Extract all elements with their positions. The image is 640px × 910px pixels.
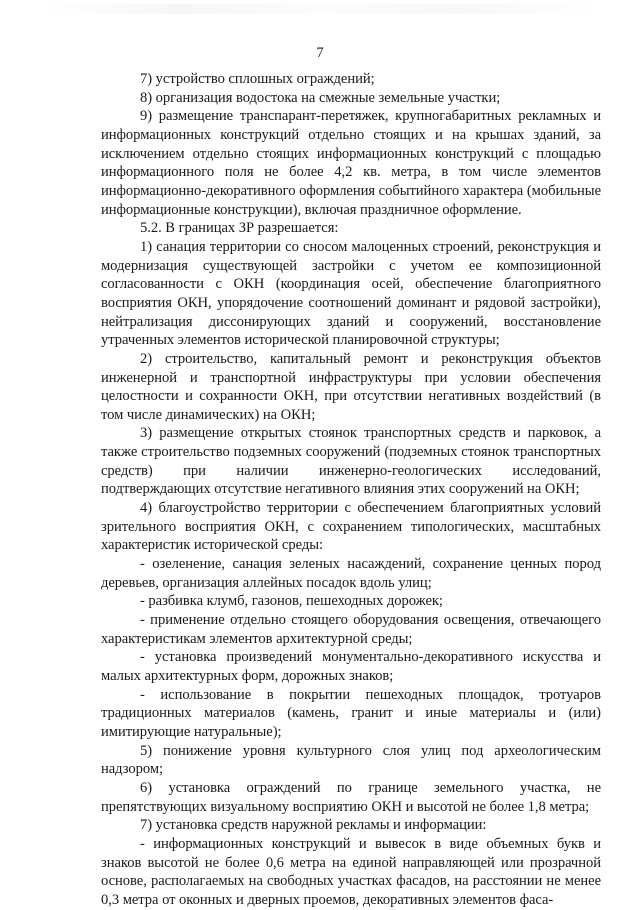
list-item: - озеленение, санация зеленых насаждений, сохранение ценных пород деревьев, организация аллейных посадок вдоль улиц; — [101, 556, 601, 591]
list-item: - информационных конструкций и вывесок в виде объемных букв и знаков высотой не более 0,6 метра на единой направляющей или прозрачной основе, располагаемых на свободных участках фасадов, на расстоянии не менее 0,3 метра от оконных и дверных проемов, декоративных элементов фаса- — [101, 835, 601, 908]
paragraph: 3) размещение открытых стоянок транспортных средств и парковок, а также строительство подземных сооружений (подземных стоянок транспортных средств) при наличии инженерно-геологических исследований, подтверждающих отсутствие негативного влияния этих сооружений на ОКН; — [101, 425, 601, 498]
paragraph: 7) установка средств наружной рекламы и информации: — [140, 817, 487, 834]
paragraph: 9) размещение транспарант-перетяжек, крупногабаритных рекламных и информационных конструкций отдельно стоящих и на крышах зданий, за исключением отдельно стоящих информационных конструкций с площадью информационного поля не более 4,2 кв. метра, в том числе элементов информационно-декоративного оформления событийного характера (мобильные информационные конструкции), включая праздничное оформление. — [101, 108, 601, 218]
section-heading: 5.2. В границах ЗР разрешается: — [140, 220, 339, 237]
list-item: - установка произведений монументально-декоративного искусства и малых архитектурных форм, дорожных знаков; — [101, 649, 601, 684]
document-body — [101, 70, 601, 910]
list-item: - разбивка клумб, газонов, пешеходных дорожек; — [140, 593, 443, 610]
list-item: - использование в покрытии пешеходных площадок, тротуаров традиционных материалов (камень, гранит и иные материалы и (или) имитирующие натуральные); — [101, 686, 601, 740]
paragraph: 8) организация водостока на смежные земельные участки; — [140, 89, 501, 106]
paragraph: 5) понижение уровня культурного слоя улиц под археологическим надзором; — [101, 742, 601, 778]
paragraph: 4) благоустройство территории с обеспечением благоприятных условий зрительного восприятия ОКН, с сохранением типологических, масштабных характеристик исторической среды: — [101, 500, 601, 554]
page-number: 7 — [316, 45, 324, 61]
list-item: - применение отдельно стоящего оборудования освещения, отвечающего характеристикам элементов архитектурной среды; — [101, 612, 601, 647]
paragraph: 7) устройство сплошных ограждений; — [140, 71, 375, 87]
paragraph: 2) строительство, капитальный ремонт и реконструкция объектов инженерной и транспортной инфраструктуры при условии обеспечения целостности и сохранности ОКН, при отсутствии негативных воздействий (в том числе динамических) на ОКН; — [101, 350, 601, 423]
paragraph: 1) санация территории со сносом малоценных строений, реконструкция и модернизация существующей застройки с учетом ее композиционной согласованности с ОКН (координация осей, обеспечение благоприятного восприятия ОКН, упорядочение соотношений доминант и рядовой застройки), нейтрализация диссонирующих зданий и сооружений, восстановление утраченных элементов исторической планировочной структуры; — [101, 238, 601, 349]
paragraph: 6) установка ограждений по границе земельного участка, не препятствующих визуальному восприятию ОКН и высотой не более 1,8 метра; — [101, 779, 601, 815]
scan-artifact — [40, 4, 600, 14]
